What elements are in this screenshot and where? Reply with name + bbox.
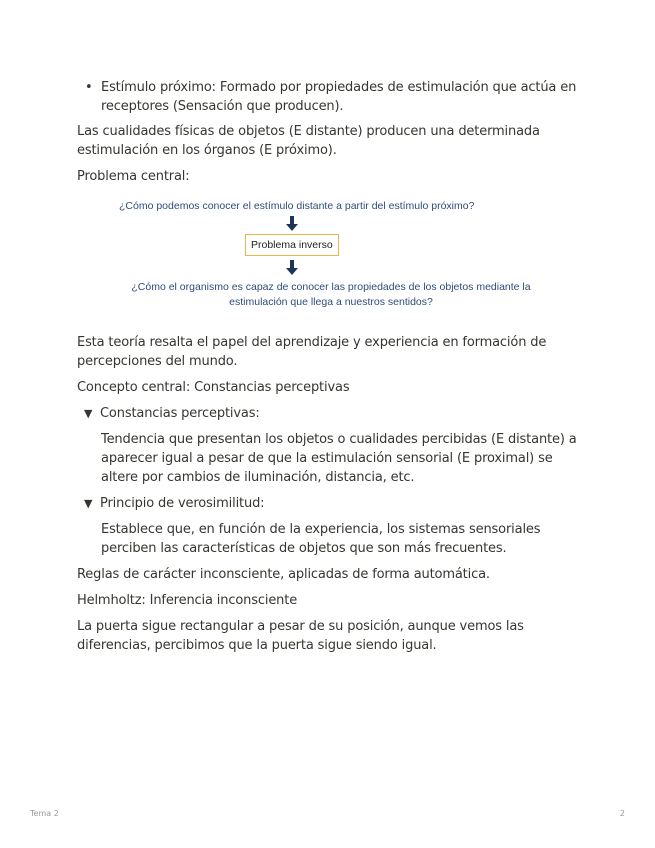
page-content: [77, 78, 587, 662]
paragraph-problema-central: Problema central:: [77, 169, 190, 184]
toggle-header[interactable]: [77, 404, 587, 423]
diagram-question-bottom: ¿Cómo el organismo es capaz de conocer las propiedades de los objetos mediante la estimulación que llega a nuestros sentidos?: [131, 281, 531, 308]
down-arrow-icon: [286, 260, 298, 275]
toggle-title: Constancias perceptivas:: [100, 406, 260, 421]
paragraph-teoria: Esta teoría resalta el papel del aprendizaje y experiencia en formación de percepciones del mundo.: [77, 335, 547, 369]
footer-chapter: Tema 2: [30, 809, 59, 818]
paragraph-cualidades-fisicas: Las cualidades físicas de objetos (E distante) producen una determinada estimulación en los órganos (E próximo).: [77, 124, 540, 158]
paragraph-puerta: La puerta sigue rectangular a pesar de su posición, aunque vemos las diferencias, percibimos que la puerta sigue siendo igual.: [77, 619, 524, 653]
footer-page-number: 2: [619, 809, 625, 818]
toggle-constancias-perceptivas: [77, 404, 587, 487]
toggle-triangle-icon[interactable]: ▼: [84, 497, 93, 510]
diagram-question-top: ¿Cómo podemos conocer el estímulo distante a partir del estímulo próximo?: [119, 200, 475, 212]
toggle-title: Principio de verosimilitud:: [100, 496, 265, 511]
paragraph-concepto-central: Concepto central: Constancias perceptivas: [77, 380, 350, 395]
bullet-estimulo-proximo: • Estímulo próximo: Formado por propiedades de estimulación que actúa en receptores (Sensación que producen).: [77, 78, 587, 116]
toggle-header[interactable]: [77, 494, 587, 513]
toggle-principio-verosimilitud: [77, 494, 587, 558]
bullet-list: [77, 78, 587, 116]
problema-inverso-diagram: [77, 197, 587, 319]
paragraph-reglas: Reglas de carácter inconsciente, aplicadas de forma automática.: [77, 567, 490, 582]
toggle-body: Establece que, en función de la experiencia, los sistemas sensoriales perciben las características de objetos que son más frecuentes.: [101, 522, 541, 556]
toggle-triangle-icon[interactable]: ▼: [84, 407, 93, 420]
down-arrow-icon: [286, 216, 298, 231]
paragraph-helmholtz: Helmholtz: Inferencia inconsciente: [77, 593, 298, 608]
diagram-box-problema-inverso: Problema inverso: [245, 234, 339, 256]
toggle-body: Tendencia que presentan los objetos o cualidades percibidas (E distante) a aparecer igual a pesar de que la estimulación sensorial (E proximal) se altere por cambios de iluminación, distancia, etc.: [101, 432, 577, 485]
